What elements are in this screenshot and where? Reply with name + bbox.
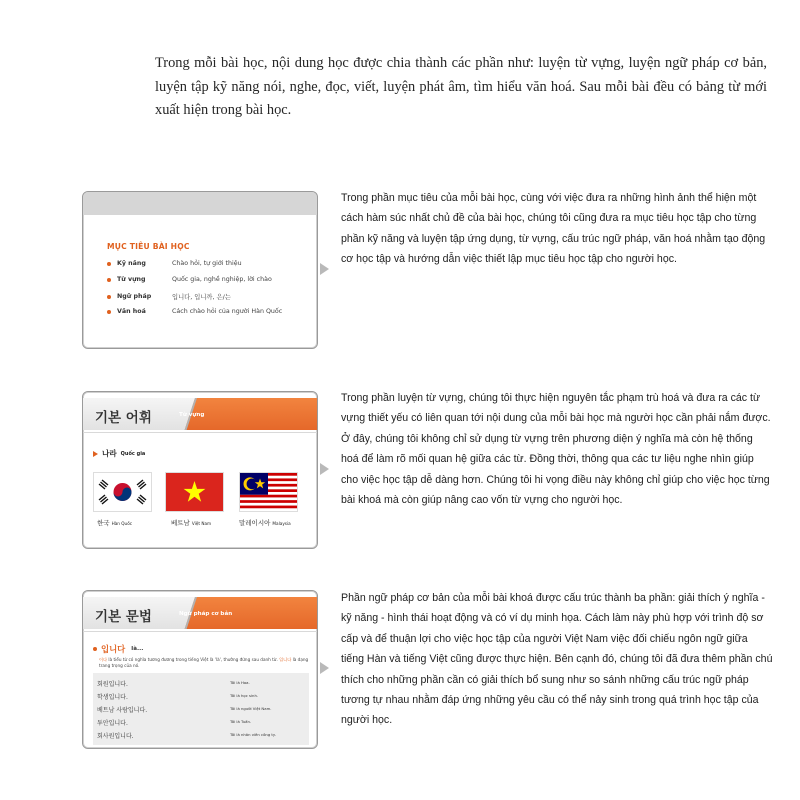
triangle-bullet-icon (93, 451, 98, 457)
vocabulary-title: 기본 어휘 (95, 410, 152, 426)
bullet-icon (107, 278, 111, 282)
flag-caption: 베트남 Việt Nam (171, 519, 212, 527)
arrow-right-icon (320, 263, 329, 275)
example-row: 회사원입니다. Tôi là nhân viên công ty. (97, 732, 276, 740)
objective-row: Ngữ pháp 입니다, 입니까, 은/는 (107, 292, 231, 301)
category-tag: 나라 Quốc gia (93, 448, 145, 459)
bullet-icon (107, 310, 111, 314)
bullet-icon (93, 647, 97, 651)
example-row: 투안입니다. Tôi là Tuấn. (97, 719, 252, 727)
objectives-description: Trong phần mục tiêu của mỗi bài học, cùng với việc đưa ra những hình ảnh thể hiện một cách hàm súc nhất chủ đề của bài học, chúng tôi cũng đưa ra mục tiêu học tập cho từng phần kỹ năng và luyện tập ứng dụng, từ vựng, cấu trúc ngữ pháp, văn hoá nhằm tạo động cơ học tập và hướng dẫn việc thiết lập mục tiêu học tập cho người học. (341, 192, 766, 266)
vietnam-flag-icon (165, 472, 224, 512)
bullet-icon (107, 295, 111, 299)
objectives-title: MỤC TIÊU BÀI HỌC (107, 242, 190, 251)
objective-row: Kỹ năng Chào hỏi, tự giới thiệu (107, 260, 242, 267)
arrow-right-icon (320, 463, 329, 475)
flag-caption: 한국 Hàn Quốc (97, 519, 133, 527)
example-row: 학생입니다. Tôi là học sinh. (97, 693, 259, 701)
grammar-card (82, 590, 318, 749)
grammar-explanation: 이다 là tiểu từ có nghĩa tương đương trong tiếng Việt là 'là', thường đứng sau danh từ. 입니다 là dạng trang trọng của nó. (99, 657, 309, 668)
example-row: 베트남 사람입니다. Tôi là người Việt Nam. (97, 706, 272, 714)
malaysia-flag-icon (239, 472, 298, 512)
objectives-card (82, 191, 318, 349)
grammar-title: 기본 문법 (95, 609, 152, 625)
grammar-subtitle: Ngữ pháp cơ bản (179, 611, 233, 617)
korea-flag-icon (93, 472, 152, 512)
grammar-description: Phần ngữ pháp cơ bản của mỗi bài khoá được cấu trúc thành ba phần: giải thích ý nghĩa - kỹ năng - hình thái hoạt động và có ví dụ minh họa. Cách làm này phù hợp với trình độ sơ cấp và để thuận lợi cho việc học tập của người Việt Nam việc đối chiếu ngôn ngữ giữa tiếng Hàn và tiếng Việt cũng được thực hiện. Bên cạnh đó, chúng tôi đã đưa thêm phần chú thích cho những phần cần có giải thích bổ sung như so sánh những cấu trúc ngữ pháp tương tự nhau nhằm đáp ứng những yêu cầu có thể nảy sinh trong quá trình học tập của người học. (341, 592, 773, 727)
vocabulary-card (82, 391, 318, 549)
grammar-point: 입니다 là... (93, 643, 143, 655)
intro-paragraph: Trong mỗi bài học, nội dung học được chia thành các phần như: luyện từ vựng, luyện ngữ pháp cơ bản, luyện tập kỹ năng nói, nghe, đọc, viết, luyện phát âm, tìm hiểu văn hoá. Sau mỗi bài đều có bảng từ mới xuất hiện trong bài học. (155, 55, 767, 119)
example-row: 회원입니다. Tôi là Hoa. (97, 680, 250, 688)
objective-row: Từ vựng Quốc gia, nghề nghiệp, lời chào (107, 276, 272, 283)
bullet-icon (107, 262, 111, 266)
vocabulary-description: Trong phần luyện từ vựng, chúng tôi thực hiện nguyên tắc phạm trù hoá và đưa ra các từ vựng thiết yếu có liên quan tới nội dung của mỗi bài học mà người học cần phải nắm được. Ở đây, chúng tôi không chỉ sử dụng từ vựng trên phương diện ý nghĩa mà còn hệ thống hoá để làm rõ mối quan hệ giữa các từ. Đồng thời, thông qua các tư liệu nghe nhìn giúp cho việc học tập dễ dàng hơn. Chúng tôi hi vọng điều này không chỉ giúp cho việc học từng bài khoá mà còn giúp nâng cao vốn từ vựng cho người học. (341, 392, 771, 507)
arrow-right-icon (320, 662, 329, 674)
objective-row: Văn hoá Cách chào hỏi của người Hàn Quốc (107, 308, 282, 315)
card-header-band (83, 192, 317, 215)
vocabulary-subtitle: Từ vựng (179, 412, 205, 418)
flag-caption: 말레이시아 Malaysia (239, 519, 291, 527)
